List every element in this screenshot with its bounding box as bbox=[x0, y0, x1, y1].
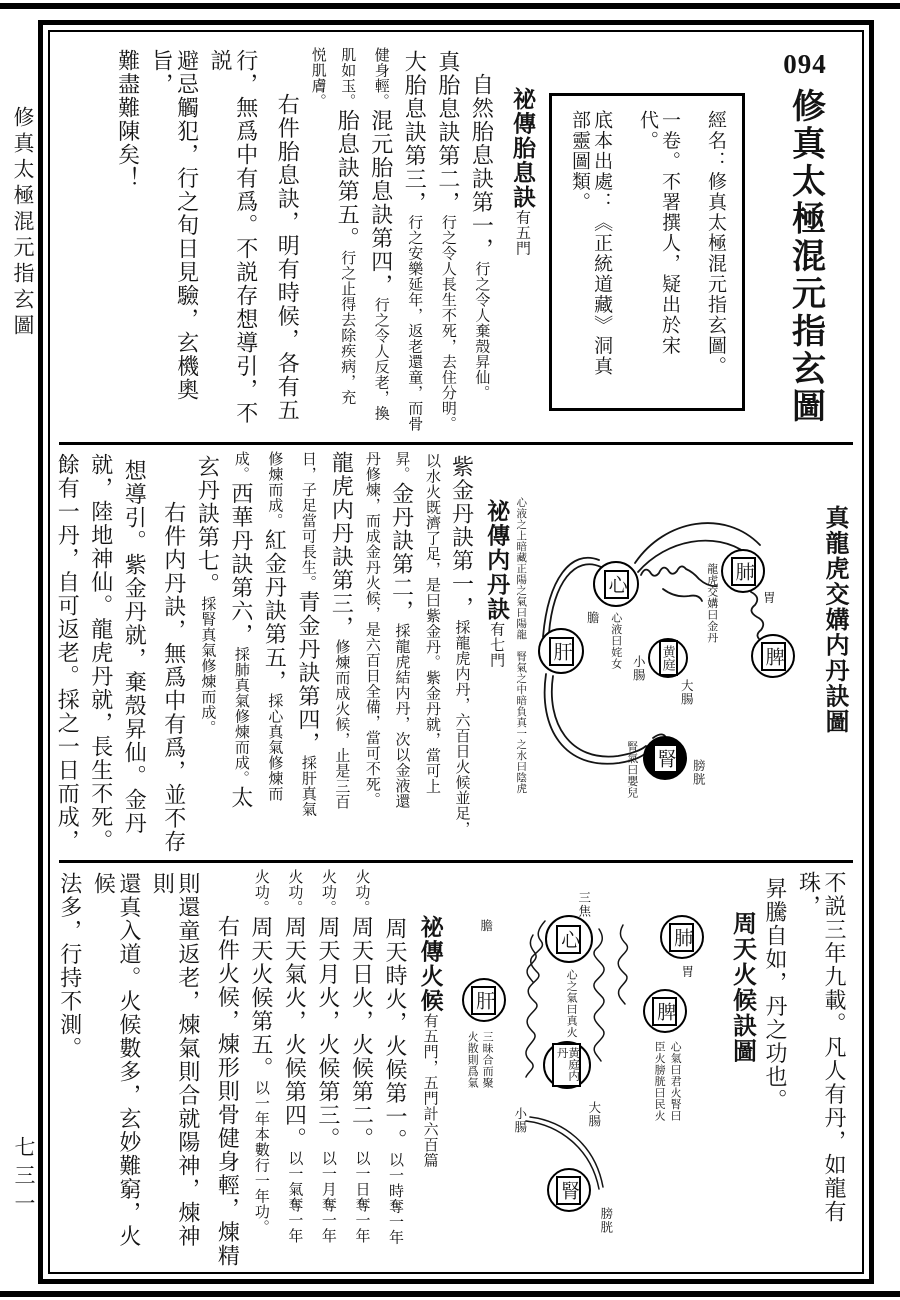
text-column bbox=[449, 451, 475, 856]
heading-taixi bbox=[508, 47, 535, 438]
label-heart-fluid: 心液曰姹女 bbox=[609, 612, 622, 670]
column-note: 採腎真氣修煉而成。 bbox=[199, 596, 216, 736]
section-neidan bbox=[55, 445, 853, 863]
column-note: 採龍虎内丹，六百日火候並足， bbox=[453, 619, 470, 837]
column-note: 以一氣奪一年 bbox=[286, 1150, 303, 1244]
column-main: 玄丹訣第七。 bbox=[195, 455, 221, 596]
text-column bbox=[295, 451, 321, 856]
organ-lung bbox=[660, 915, 704, 959]
column-main: 周天氣火，火候第四。 bbox=[282, 915, 308, 1151]
colophon-line: 經名：修真太極混元指玄圖。 bbox=[705, 110, 726, 377]
column-main: 難盡難陳矣！ bbox=[115, 49, 141, 190]
organ-spleen bbox=[643, 989, 687, 1033]
column-main: 法多，行持不測。 bbox=[57, 872, 83, 1060]
text-column bbox=[422, 451, 441, 856]
column-note: 採肝真氣 bbox=[299, 755, 316, 817]
text-column bbox=[275, 47, 301, 438]
label-bladder: 膀胱 bbox=[691, 759, 706, 786]
organ-liver-label: 肝 bbox=[549, 637, 574, 666]
organ-kidney bbox=[547, 1168, 591, 1212]
column-continuation: 火功。 bbox=[319, 869, 336, 916]
figure-title-text: 真龍虎交媾内丹訣圖 bbox=[821, 505, 847, 735]
organ-heart bbox=[545, 915, 593, 963]
column-note: 修煉而成火候，止是三百 bbox=[333, 639, 350, 810]
colophon-line: 一卷。不署撰人，疑出於宋代。 bbox=[637, 110, 681, 356]
column-main: 金丹訣第二， bbox=[389, 482, 415, 623]
organ-kidney bbox=[643, 736, 687, 780]
column-note: 以一日奪一年 bbox=[353, 1150, 370, 1244]
organ-kidney-label: 腎 bbox=[556, 1176, 581, 1205]
column-note: 行之止得去除疾病，充 bbox=[339, 250, 356, 405]
organ-liver-label: 肝 bbox=[471, 986, 496, 1015]
organ-spleen bbox=[751, 634, 795, 678]
organ-lung-label: 肺 bbox=[731, 557, 756, 586]
text-column bbox=[335, 47, 361, 438]
column-main: 紅金丹訣第五， bbox=[262, 528, 288, 693]
label-gallbladder: 膽 bbox=[585, 611, 600, 625]
text-column bbox=[368, 47, 394, 438]
figure-title-text: 周天火候訣圖 bbox=[728, 911, 755, 1064]
column-main: 真胎息訣第二， bbox=[435, 50, 461, 215]
organ-heart bbox=[593, 561, 639, 607]
column-note: 行之令人棄殼昇仙。 bbox=[473, 261, 490, 401]
page-frame-inner bbox=[48, 30, 864, 1274]
column-tail: 太 bbox=[228, 786, 254, 810]
label-annotation: 心液之上暗藏正陽之氣曰陽龍 腎氣之中暗負真一之水曰陰虎 bbox=[515, 497, 527, 794]
heading-note: 有五門 bbox=[514, 209, 530, 256]
label-small-intestine: 小腸 bbox=[512, 1107, 527, 1134]
label-triple-burner: 三焦 bbox=[576, 891, 591, 918]
text-column bbox=[55, 451, 81, 856]
column-continuation: 肌如玉。 bbox=[339, 47, 356, 109]
organ-yellow-court bbox=[543, 1041, 591, 1089]
organ-lung-label: 肺 bbox=[669, 923, 694, 952]
text-column bbox=[88, 451, 114, 856]
organ-kidney-label: 腎 bbox=[653, 744, 678, 773]
column-note: 行之安樂延年，返老還童，而骨 bbox=[406, 214, 423, 432]
column-note: 採肺真氣修煉而成。 bbox=[232, 646, 249, 786]
page-number: 七三一 bbox=[12, 1136, 36, 1220]
column-main: 周天時火，火候第一。 bbox=[382, 917, 408, 1152]
label-fire-note: 心氣曰君火腎曰 bbox=[669, 1041, 682, 1122]
spine-title: 修真太極混元指玄圖 bbox=[11, 106, 35, 340]
text-column bbox=[195, 451, 221, 856]
column-continuation: 以水火既濟了足，是曰紫金丹。紫金丹就，當可上 bbox=[423, 453, 440, 794]
column-main: 想導引。紫金丹就，棄殼昇仙。金丹 bbox=[122, 459, 148, 835]
column-main: 右件火候，煉形則骨健身輕，煉精 bbox=[215, 915, 241, 1268]
column-continuation: 火功。 bbox=[252, 869, 269, 916]
column-continuation: 丹修煉，而成金丹火候，是六百日全備，當可不死。 bbox=[363, 451, 380, 808]
text-column bbox=[208, 47, 259, 438]
column-continuation: 成。 bbox=[232, 451, 249, 482]
text-column bbox=[262, 451, 288, 856]
column-continuation: 火功。 bbox=[286, 869, 303, 916]
column-main: 紫金丹訣第一， bbox=[449, 455, 475, 620]
column-continuation: 健身輕。 bbox=[372, 47, 389, 109]
column-continuation: 日，子足當可長生。 bbox=[299, 451, 316, 591]
section-huohou bbox=[59, 863, 853, 1273]
column-note: 以一時奪一年 bbox=[386, 1152, 403, 1245]
section-taixi bbox=[59, 41, 853, 445]
text-column bbox=[469, 47, 495, 438]
heading-text: 祕傳火候 bbox=[417, 915, 443, 1013]
text-column bbox=[796, 869, 847, 1269]
colophon-box bbox=[549, 93, 745, 411]
column-main: 右件内丹訣，無爲中有爲，並不存 bbox=[161, 501, 187, 854]
figure-title-huohou bbox=[727, 869, 755, 1269]
label-large-intestine: 大腸 bbox=[586, 1101, 601, 1128]
heading-text: 祕傳胎息訣 bbox=[510, 87, 535, 210]
text-column bbox=[329, 451, 355, 856]
column-main: 避忌觸犯，行之旬日見驗，玄機奧旨， bbox=[149, 49, 200, 402]
column-main: 龍虎内丹訣第三， bbox=[329, 451, 355, 639]
text-column bbox=[435, 47, 461, 438]
organ-yellow-court bbox=[648, 638, 688, 678]
column-main: 不説三年九載。凡人有丹，如龍有珠， bbox=[796, 871, 847, 1224]
column-main: 還真入道。火候數多，玄妙難窮，火候 bbox=[91, 872, 142, 1248]
column-main: 行，無爲中有爲。不説存想導引，不説 bbox=[208, 49, 259, 425]
column-main: 周天日火，火候第二。 bbox=[349, 915, 375, 1151]
text-column bbox=[122, 451, 148, 856]
text-column bbox=[115, 47, 141, 438]
text-column bbox=[161, 451, 187, 856]
column-main: 自然胎息訣第一， bbox=[469, 73, 495, 261]
column-main: 青金丹訣第四， bbox=[295, 590, 321, 755]
text-column bbox=[762, 869, 788, 1269]
label-fire-note: 臣火膀胱曰民火 bbox=[653, 1041, 666, 1122]
text-column bbox=[362, 451, 381, 856]
doc-number: 094 bbox=[783, 49, 827, 79]
heading-neidan bbox=[483, 451, 510, 856]
column-continuation: 火功。 bbox=[353, 869, 370, 916]
label-gallbladder: 膽 bbox=[478, 919, 493, 933]
column-main: 混元胎息訣第四， bbox=[368, 109, 394, 297]
column-main: 右件胎息訣，明有時候，各有五 bbox=[275, 93, 301, 422]
organ-yellow-court-label: 黄庭内丹 bbox=[552, 1043, 581, 1087]
text-column bbox=[150, 869, 201, 1269]
organ-spleen-label: 脾 bbox=[761, 642, 786, 671]
column-main: 周天月火，火候第三。 bbox=[315, 915, 341, 1151]
neidan-diagram bbox=[513, 451, 811, 856]
column-main: 則還童返老，煉氣則合就陽神，煉神則 bbox=[150, 872, 201, 1248]
title-block bbox=[763, 47, 847, 438]
text-column bbox=[248, 869, 274, 1269]
column-main: 西華丹訣第六， bbox=[228, 482, 254, 647]
scan-edge-top bbox=[0, 3, 900, 9]
label-small-intestine: 小腸 bbox=[631, 655, 646, 682]
organ-yellow-court-label: 黄庭 bbox=[659, 640, 678, 676]
text-column bbox=[382, 869, 408, 1269]
page-content bbox=[55, 41, 853, 1268]
column-main: 胎息訣第五。 bbox=[335, 109, 361, 250]
label-samadhi-note: 火散則爲氣 bbox=[466, 1031, 479, 1089]
column-note: 採心真氣修煉而 bbox=[266, 693, 283, 802]
label-stomach: 胃 bbox=[761, 591, 776, 605]
organ-liver bbox=[462, 978, 506, 1022]
label-samadhi-note: 三昧合而聚 bbox=[481, 1031, 494, 1089]
page-frame bbox=[38, 20, 874, 1284]
heading-note: 有五門，五門計六百篇 bbox=[421, 1013, 438, 1168]
text-column bbox=[315, 869, 341, 1269]
huohou-diagram bbox=[447, 869, 719, 1269]
column-main: 餘有一丹，自可返老。採之一日而成， bbox=[55, 453, 81, 853]
text-column bbox=[215, 869, 241, 1269]
column-continuation: 昇。 bbox=[393, 451, 410, 482]
organ-lung bbox=[721, 549, 765, 593]
text-column bbox=[282, 869, 308, 1269]
scan-edge-bottom bbox=[0, 1291, 900, 1297]
label-bladder: 膀胱 bbox=[598, 1207, 613, 1234]
figure-title-neidan bbox=[819, 451, 847, 856]
main-title: 修真太極混元指玄圖 bbox=[786, 88, 824, 426]
text-column bbox=[149, 47, 200, 438]
text-column bbox=[308, 47, 327, 438]
column-continuation: 悦肌膚。 bbox=[309, 47, 326, 109]
colophon-line: 底本出處：《正統道藏》洞真部靈圖類。 bbox=[569, 110, 613, 377]
label-large-intestine: 大腸 bbox=[679, 679, 694, 706]
column-note: 以一月奪一年 bbox=[319, 1150, 336, 1244]
label-union: 龍虎交媾曰金丹 bbox=[705, 563, 718, 644]
text-column bbox=[389, 451, 415, 856]
heading-note: 有七門 bbox=[488, 621, 505, 668]
column-note: 採龍虎結内丹，次以金液還 bbox=[393, 623, 410, 809]
column-main: 周天火候第五。 bbox=[248, 915, 274, 1080]
column-main: 大胎息訣第三， bbox=[402, 50, 428, 215]
label-stomach: 胃 bbox=[679, 965, 694, 979]
column-note: 行之令人反老，換 bbox=[372, 297, 389, 421]
organ-heart-label: 心 bbox=[604, 570, 629, 599]
text-column bbox=[349, 869, 375, 1269]
organ-liver bbox=[538, 628, 584, 674]
label-kidney-qi: 腎氣曰嬰兒 bbox=[625, 741, 638, 799]
label-heart-qi: 心之氣曰真火 bbox=[565, 969, 578, 1038]
heading-huohou bbox=[416, 869, 443, 1269]
column-main: 昇騰自如，丹之功也。 bbox=[762, 877, 788, 1112]
text-column bbox=[91, 869, 142, 1269]
organ-heart-label: 心 bbox=[556, 925, 581, 954]
column-note: 行之令人長生不死，去住分明。 bbox=[439, 214, 456, 432]
column-main: 就，陸地神仙。龍虎丹就，長生不死。 bbox=[88, 453, 114, 853]
column-continuation: 修煉而成。 bbox=[266, 451, 283, 529]
text-column bbox=[402, 47, 428, 438]
heading-text: 祕傳内丹訣 bbox=[484, 499, 510, 622]
text-column bbox=[228, 451, 254, 856]
text-column bbox=[57, 869, 83, 1269]
organ-spleen-label: 脾 bbox=[652, 997, 677, 1026]
column-note: 以一年本數行一年功。 bbox=[252, 1080, 269, 1235]
